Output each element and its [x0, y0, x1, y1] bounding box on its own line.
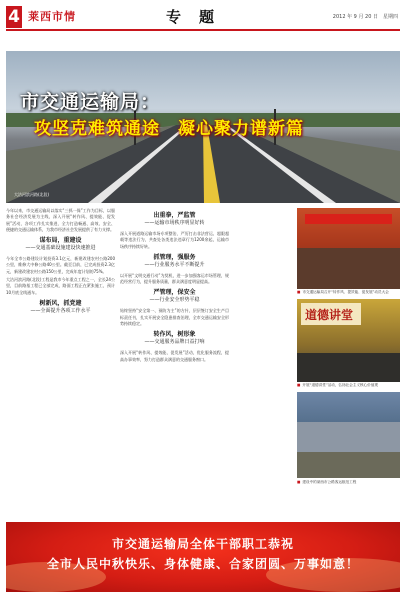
hero-title: 市交通运输局： — [20, 91, 161, 113]
subhead-2 — [120, 254, 229, 269]
hero-photo — [6, 51, 400, 203]
page-number: 4 — [6, 6, 22, 28]
subhead-subtitle: ——交通基础设施建设快速推进 — [25, 245, 96, 252]
audience-rows — [297, 353, 400, 382]
holiday-greeting-banner — [6, 522, 400, 592]
masthead-rule — [6, 29, 400, 31]
subhead-subtitle: ——行业服务水平不断提升 — [144, 261, 205, 268]
subhead-1 — [6, 237, 115, 252]
lecture-photo — [297, 299, 400, 382]
subhead-title: 抓管理，强服务 — [153, 253, 196, 261]
hero-subtitle: 攻坚克难筑通途 凝心聚力谱新篇 — [34, 119, 304, 139]
article-intro: 今年以来，市交通运输局以落实“三抓一保”工作为目标，以服务社会经济发展为主线，深入开展“转作风、提效能、促发展”活动，各项工作扎实推进，全力打造畅通、高效、安全、便捷的交通运输体系，为我市经济社会发展提供了有力支撑。 — [6, 208, 115, 232]
building-frame — [297, 422, 400, 452]
construction-site-illustration — [297, 392, 400, 478]
paragraph: 深入开展“转作风、提效能、促发展”活动，优化服务流程，提高办事效率，努力打造群众满意的交通服务窗口。 — [120, 350, 229, 362]
subhead-subtitle: ——全面提升各项工作水平 — [30, 307, 91, 314]
subhead-title: 转作风，树形象 — [153, 331, 196, 339]
stage-banner — [305, 214, 392, 224]
photo-caption-3: ■ 建设中的莱西市公路客运枢纽工程 — [297, 480, 357, 484]
subhead-subtitle: ——运输市场秩序明显好转 — [144, 220, 205, 226]
subhead-4 — [120, 289, 229, 304]
subhead-title: 严管理，保安全 — [153, 289, 196, 297]
subhead-title: 谋布局，重建设 — [39, 237, 82, 245]
section-name: 莱西市情 — [28, 10, 76, 23]
subhead-5 — [120, 331, 229, 346]
site-ground — [297, 452, 400, 478]
caption-marker-icon: ■ — [297, 480, 301, 484]
photo-caption-2: ■ 开展“道德讲堂”活动，弘扬社会主义核心价值观 — [297, 383, 379, 387]
article-column-1 — [6, 208, 115, 319]
banner-line-1: 市交通运输局全体干部职工恭祝 — [111, 537, 294, 551]
subhead-subtitle: ——行业安全形势平稳 — [149, 297, 200, 304]
meeting-photo — [297, 208, 400, 289]
lecture-hall-illustration — [297, 299, 400, 382]
paragraph: 深入开展道路运输市场专项整治，严厉打击非法营运、超限超载等违法行为，共查处各类违法违章行为1200余起，运输市场秩序持续好转。 — [120, 231, 229, 249]
paragraph: 大沽河滨河路(北段)工程是我市今年重点工程之一，全长24公里，目前路基工程已全部完成，路面工程正在紧张施工，预计10月底全线通车。 — [6, 277, 115, 295]
banner-line-2: 全市人民中秋快乐、身体健康、合家团圆、万事如意！ — [46, 557, 359, 571]
photo-caption-1: ■ 市交通运输局召开“转作风、提效能、促发展”动员大会 — [297, 290, 389, 294]
meeting-hall-illustration — [297, 208, 400, 289]
caption-marker-icon: ■ — [297, 290, 301, 294]
paragraph: 今年全市公路建设计划投资3.1亿元，新建改建农村公路200公里，维修大中修公路40公里。截至目前，已完成投资2.3亿元，新建改建农村公路150公里，完成年度计划的75%。 — [6, 256, 115, 274]
section-title: 专题 — [166, 8, 233, 26]
subhead-3 — [120, 212, 229, 227]
lecture-sign-text: 道德讲堂 — [305, 308, 354, 322]
construction-photo — [297, 392, 400, 478]
subhead-6 — [6, 300, 115, 315]
caption-marker-icon: ■ — [297, 383, 301, 387]
paragraph: 以开展“文明交通行动”为契机，进一步加强客运市场管理，规范经营行为，提升服务质量，群众满意度明显提高。 — [120, 272, 229, 285]
issue-date: 2012 年 9 月 20 日 星期四 — [332, 14, 398, 20]
subhead-title: 树新风，抓党建 — [39, 299, 82, 307]
article-column-2 — [120, 208, 229, 365]
paragraph: 始终坚持“安全第一、预防为主”的方针，层层签订安全生产目标责任书，扎实开展安全隐患排查治理，全市交通运输安全形势持续稳定。 — [120, 308, 229, 327]
audience-seats — [297, 248, 400, 289]
subhead-title: 出重拳，严监管 — [153, 212, 196, 219]
masthead — [6, 6, 400, 32]
subhead-subtitle: ——交通服务品牌日益打响 — [144, 339, 205, 346]
hero-caption: 大沽河滨河路(北段) — [14, 192, 50, 197]
